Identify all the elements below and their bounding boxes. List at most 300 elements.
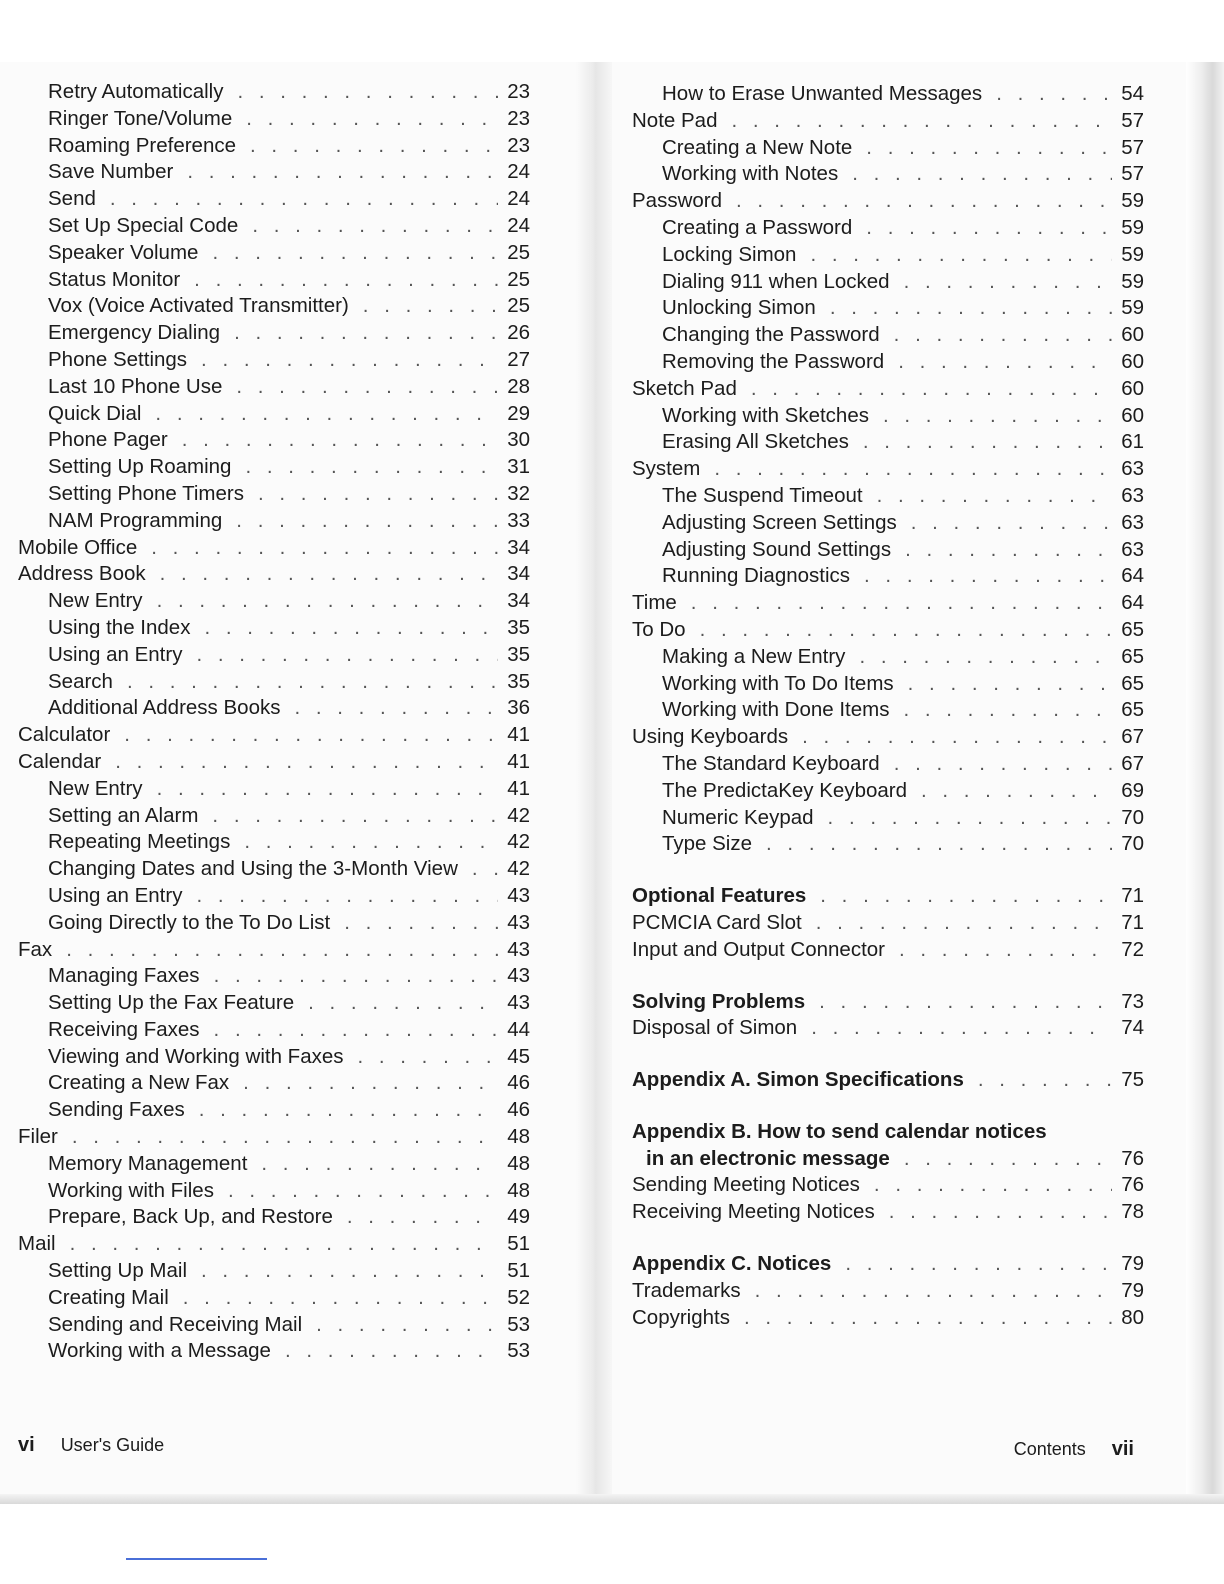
dot-leader bbox=[903, 698, 1112, 722]
toc-entry-title: in an electronic message bbox=[646, 1146, 890, 1170]
toc-entry-title: Fax bbox=[18, 937, 53, 961]
toc-entry-title: Using the Index bbox=[48, 615, 191, 639]
dot-leader bbox=[196, 643, 498, 667]
toc-entry-page: 34 bbox=[507, 562, 530, 586]
toc-entry-memory-management[interactable] bbox=[18, 1152, 530, 1179]
toc-entry-note-pad[interactable] bbox=[632, 109, 1144, 136]
dot-leader bbox=[898, 350, 1112, 374]
toc-entry-title: New Entry bbox=[48, 589, 143, 613]
toc-entry-receiving-faxes[interactable] bbox=[18, 1018, 530, 1045]
toc-entry-title: Using an Entry bbox=[48, 883, 183, 907]
dot-leader bbox=[316, 1313, 498, 1337]
toc-entry-emergency-dialing[interactable] bbox=[18, 321, 530, 348]
toc-entry-page: 72 bbox=[1121, 937, 1144, 961]
dot-leader bbox=[157, 777, 498, 801]
dot-leader bbox=[228, 1179, 498, 1203]
toc-entry-page: 53 bbox=[507, 1312, 530, 1336]
toc-heading-appendix-b[interactable]: Appendix B. How to send calendar notices bbox=[632, 1119, 1047, 1143]
dot-leader bbox=[802, 725, 1112, 749]
toc-entry-speaker-volume[interactable] bbox=[18, 241, 530, 268]
right-page bbox=[632, 82, 1144, 1332]
dot-leader bbox=[889, 1200, 1112, 1224]
dot-leader bbox=[187, 160, 498, 184]
toc-entry-title: Vox (Voice Activated Transmitter) bbox=[48, 294, 349, 318]
toc-entry-title: Optional Features bbox=[632, 884, 807, 908]
dot-leader bbox=[261, 1152, 498, 1176]
toc-entry-title: Locking Simon bbox=[662, 242, 797, 266]
toc-entry-setting-an-alarm[interactable] bbox=[18, 804, 530, 831]
toc-entry-title: Erasing All Sketches bbox=[662, 430, 849, 454]
toc-entry-making-a-new-entry[interactable] bbox=[632, 645, 1144, 672]
toc-entry-page: 64 bbox=[1121, 591, 1144, 615]
toc-entry-title: Type Size bbox=[662, 832, 753, 856]
dot-leader bbox=[285, 1339, 498, 1363]
toc-entry-changing-dates-and-using-the-3-month-view[interactable] bbox=[18, 857, 530, 884]
toc-entry-additional-address-books[interactable] bbox=[18, 696, 530, 723]
toc-entry-setting-up-mail[interactable] bbox=[18, 1259, 530, 1286]
toc-entry-page: 43 bbox=[507, 964, 530, 988]
toc-entry-page: 42 bbox=[507, 830, 530, 854]
toc-entry-title: Memory Management bbox=[48, 1151, 248, 1175]
toc-entry-page: 65 bbox=[1121, 671, 1144, 695]
toc-entry-page: 61 bbox=[1121, 430, 1144, 454]
appendix-c-section bbox=[632, 1252, 1144, 1332]
toc-entry-filer[interactable] bbox=[18, 1125, 530, 1152]
dot-leader bbox=[258, 482, 498, 506]
page-number: vi bbox=[18, 1434, 35, 1456]
toc-entry-title: Managing Faxes bbox=[48, 964, 200, 988]
toc-entry-title: Running Diagnostics bbox=[662, 564, 851, 588]
dot-leader bbox=[811, 1016, 1112, 1040]
dot-leader bbox=[978, 1068, 1112, 1092]
dot-leader bbox=[212, 804, 498, 828]
dot-leader bbox=[124, 723, 498, 747]
toc-entry-title: Calendar bbox=[18, 749, 102, 773]
toc-entry-page: 33 bbox=[507, 508, 530, 532]
dot-leader bbox=[151, 536, 498, 560]
dot-leader bbox=[859, 645, 1112, 669]
dot-leader bbox=[830, 296, 1112, 320]
toc-entry-receiving-meeting-notices[interactable] bbox=[632, 1200, 1144, 1227]
toc-entry-title: Working with Sketches bbox=[662, 403, 869, 427]
toc-entry-retry-automatically[interactable] bbox=[18, 80, 530, 107]
toc-entry-title: Working with Files bbox=[48, 1178, 214, 1202]
toc-entry-repeating-meetings[interactable] bbox=[18, 830, 530, 857]
toc-entry-pcmcia-card-slot[interactable] bbox=[632, 911, 1144, 938]
left-page bbox=[18, 80, 530, 1366]
toc-entry-title: Additional Address Books bbox=[48, 696, 281, 720]
dot-leader bbox=[863, 430, 1112, 454]
toc-entry-setting-up-the-fax-feature[interactable] bbox=[18, 991, 530, 1018]
toc-entry-title: Ringer Tone/Volume bbox=[48, 106, 233, 130]
toc-entry-title: Changing the Password bbox=[662, 323, 880, 347]
toc-entry-title: Trademarks bbox=[632, 1278, 741, 1302]
toc-entry-page: 59 bbox=[1121, 189, 1144, 213]
dot-leader bbox=[755, 1279, 1112, 1303]
toc-entry-page: 78 bbox=[1121, 1200, 1144, 1224]
toc-entry-numeric-keypad[interactable] bbox=[632, 806, 1144, 833]
dot-leader bbox=[212, 241, 498, 265]
dot-leader bbox=[714, 457, 1112, 481]
toc-entry-adjusting-sound-settings[interactable] bbox=[632, 538, 1144, 565]
toc-entry-page: 46 bbox=[507, 1098, 530, 1122]
dot-leader bbox=[816, 911, 1112, 935]
toc-entry-to-do[interactable] bbox=[632, 618, 1144, 645]
toc-entry-removing-the-password[interactable] bbox=[632, 350, 1144, 377]
dot-leader bbox=[472, 857, 498, 881]
toc-entry-save-number[interactable] bbox=[18, 160, 530, 187]
toc-entry-title: Removing the Password bbox=[662, 349, 885, 373]
toc-entry-creating-a-password[interactable] bbox=[632, 216, 1144, 243]
toc-entry-working-with-files[interactable] bbox=[18, 1179, 530, 1206]
toc-entry-page: 43 bbox=[507, 991, 530, 1015]
dot-leader bbox=[236, 375, 498, 399]
dot-leader bbox=[751, 377, 1112, 401]
toc-entry-address-book[interactable] bbox=[18, 562, 530, 589]
toc-entry-page: 27 bbox=[507, 347, 530, 371]
toc-entry-title: The PredictaKey Keyboard bbox=[662, 778, 907, 802]
toc-entry-title: Creating a New Note bbox=[662, 135, 853, 159]
toc-entry-page: 44 bbox=[507, 1017, 530, 1041]
page-edge-shadow bbox=[1186, 62, 1224, 1502]
toc-entry-working-with-a-message[interactable] bbox=[18, 1339, 530, 1366]
toc-entry-phone-settings[interactable] bbox=[18, 348, 530, 375]
toc-entry-title: Dialing 911 when Locked bbox=[662, 269, 890, 293]
toc-entry-new-entry[interactable] bbox=[18, 777, 530, 804]
toc-entry-page: 60 bbox=[1121, 349, 1144, 373]
toc-entry-page: 35 bbox=[507, 669, 530, 693]
toc-entry-title: Note Pad bbox=[632, 108, 718, 132]
toc-entry-title: Password bbox=[632, 189, 723, 213]
dot-leader bbox=[157, 589, 498, 613]
toc-entry-using-the-index[interactable] bbox=[18, 616, 530, 643]
toc-entry-working-with-sketches[interactable] bbox=[632, 404, 1144, 431]
toc-entry-title: Changing Dates and Using the 3-Month View bbox=[48, 857, 458, 881]
dot-leader bbox=[883, 404, 1112, 428]
toc-entry-viewing-and-working-with-faxes[interactable] bbox=[18, 1045, 530, 1072]
toc-entry-using-an-entry[interactable] bbox=[18, 643, 530, 670]
toc-entry-title: Working with Notes bbox=[662, 162, 839, 186]
toc-entry-page: 71 bbox=[1121, 910, 1144, 934]
toc-entry-adjusting-screen-settings[interactable] bbox=[632, 511, 1144, 538]
toc-entry-prepare-back-up-and-restore[interactable] bbox=[18, 1205, 530, 1232]
toc-entry-title: Sending Meeting Notices bbox=[632, 1173, 860, 1197]
toc-entry-appendix-b[interactable] bbox=[632, 1147, 1144, 1174]
dot-leader bbox=[852, 162, 1112, 186]
toc-entry-sending-faxes[interactable] bbox=[18, 1098, 530, 1125]
toc-entry-page: 80 bbox=[1121, 1305, 1144, 1329]
toc-entry-the-suspend-timeout[interactable] bbox=[632, 484, 1144, 511]
toc-entry-title: Receiving Faxes bbox=[48, 1017, 200, 1041]
toc-entry-page: 41 bbox=[507, 723, 530, 747]
dot-leader bbox=[908, 672, 1112, 696]
toc-entry-title: Setting Up Mail bbox=[48, 1259, 188, 1283]
toc-entry-working-with-notes[interactable] bbox=[632, 162, 1144, 189]
toc-entry-page: 23 bbox=[507, 133, 530, 157]
toc-entry-solving-problems[interactable] bbox=[632, 990, 1144, 1017]
toc-entry-time[interactable] bbox=[632, 591, 1144, 618]
toc-entry-title: Unlocking Simon bbox=[662, 296, 816, 320]
toc-entry-page: 52 bbox=[507, 1285, 530, 1309]
toc-entry-title: Appendix A. Simon Specifications bbox=[632, 1068, 964, 1092]
toc-entry-title: Emergency Dialing bbox=[48, 321, 221, 345]
toc-entry-title: Send bbox=[48, 187, 96, 211]
dot-leader bbox=[845, 1252, 1112, 1276]
toc-entry-page: 31 bbox=[507, 455, 530, 479]
toc-entry-disposal-of-simon[interactable] bbox=[632, 1016, 1144, 1043]
dot-leader bbox=[921, 779, 1112, 803]
optional-features-section bbox=[632, 884, 1144, 964]
toc-entry-page: 74 bbox=[1121, 1016, 1144, 1040]
toc-entry-title: Creating a New Fax bbox=[48, 1071, 230, 1095]
dot-leader bbox=[160, 562, 498, 586]
toc-entry-using-an-entry[interactable] bbox=[18, 884, 530, 911]
toc-entry-title: New Entry bbox=[48, 776, 143, 800]
toc-entry-title: Quick Dial bbox=[48, 401, 142, 425]
toc-entry-page: 79 bbox=[1121, 1252, 1144, 1276]
toc-entry-page: 60 bbox=[1121, 323, 1144, 347]
toc-entry-phone-pager[interactable] bbox=[18, 428, 530, 455]
dot-leader bbox=[115, 750, 498, 774]
dot-leader bbox=[250, 134, 498, 158]
toc-entry-using-keyboards[interactable] bbox=[632, 725, 1144, 752]
toc-entry-page: 49 bbox=[507, 1205, 530, 1229]
dot-leader bbox=[308, 991, 498, 1015]
toc-entry-quick-dial[interactable] bbox=[18, 402, 530, 429]
footer-label: User's Guide bbox=[60, 1435, 165, 1455]
toc-entry-send[interactable] bbox=[18, 187, 530, 214]
dot-leader bbox=[736, 189, 1112, 213]
toc-entry-roaming-preference[interactable] bbox=[18, 134, 530, 161]
toc-entry-page: 32 bbox=[507, 481, 530, 505]
toc-entry-page: 48 bbox=[507, 1178, 530, 1202]
toc-entry-page: 59 bbox=[1121, 242, 1144, 266]
toc-entry-page: 51 bbox=[507, 1259, 530, 1283]
toc-entry-page: 35 bbox=[507, 642, 530, 666]
toc-entry-title: The Standard Keyboard bbox=[662, 751, 880, 775]
toc-entry-erasing-all-sketches[interactable] bbox=[632, 430, 1144, 457]
toc-entry-page: 76 bbox=[1121, 1146, 1144, 1170]
dot-leader bbox=[70, 1232, 498, 1256]
dot-leader bbox=[214, 964, 498, 988]
toc-entry-page: 67 bbox=[1121, 725, 1144, 749]
toc-entry-page: 67 bbox=[1121, 751, 1144, 775]
toc-entry-page: 76 bbox=[1121, 1173, 1144, 1197]
toc-entry-password[interactable] bbox=[632, 189, 1144, 216]
dot-leader bbox=[877, 484, 1112, 508]
toc-entry-mail[interactable] bbox=[18, 1232, 530, 1259]
toc-entry-unlocking-simon[interactable] bbox=[632, 296, 1144, 323]
toc-entry-creating-a-new-fax[interactable] bbox=[18, 1071, 530, 1098]
toc-entry-input-and-output-connector[interactable] bbox=[632, 938, 1144, 965]
dot-leader bbox=[72, 1125, 498, 1149]
toc-entry-page: 41 bbox=[507, 776, 530, 800]
toc-entry-managing-faxes[interactable] bbox=[18, 964, 530, 991]
toc-entry-optional-features[interactable] bbox=[632, 884, 1144, 911]
toc-entry-page: 24 bbox=[507, 187, 530, 211]
toc-entry-vox-voice-activated-transmitter[interactable] bbox=[18, 294, 530, 321]
toc-entry-page: 57 bbox=[1121, 162, 1144, 186]
dot-leader bbox=[691, 591, 1112, 615]
toc-entry-page: 69 bbox=[1121, 778, 1144, 802]
toc-entry-title: Numeric Keypad bbox=[662, 805, 814, 829]
toc-entry-page: 30 bbox=[507, 428, 530, 452]
dot-leader bbox=[214, 1018, 498, 1042]
toc-entry-changing-the-password[interactable] bbox=[632, 323, 1144, 350]
dot-leader bbox=[904, 270, 1112, 294]
dot-leader bbox=[864, 564, 1112, 588]
toc-entry-page: 23 bbox=[507, 106, 530, 130]
toc-entry-copyrights[interactable] bbox=[632, 1306, 1144, 1333]
toc-entry-the-standard-keyboard[interactable] bbox=[632, 752, 1144, 779]
toc-entry-title: Working with Done Items bbox=[662, 698, 890, 722]
dot-leader bbox=[866, 136, 1112, 160]
dot-leader bbox=[66, 938, 498, 962]
toc-entry-page: 45 bbox=[507, 1044, 530, 1068]
appendix-b-section bbox=[632, 1120, 1144, 1227]
toc-entry-calculator[interactable] bbox=[18, 723, 530, 750]
toc-entry-page: 46 bbox=[507, 1071, 530, 1095]
toc-entry-page: 34 bbox=[507, 535, 530, 559]
solving-problems-section bbox=[632, 990, 1144, 1044]
toc-entry-title: Mail bbox=[18, 1232, 56, 1256]
toc-entry-fax[interactable] bbox=[18, 938, 530, 965]
dot-leader bbox=[201, 1259, 498, 1283]
toc-entry-title: PCMCIA Card Slot bbox=[632, 910, 802, 934]
book-gutter bbox=[576, 62, 612, 1502]
toc-entry-working-with-to-do-items[interactable] bbox=[632, 672, 1144, 699]
toc-entry-page: 59 bbox=[1121, 215, 1144, 239]
toc-entry-title: Sending Faxes bbox=[48, 1098, 185, 1122]
toc-entry-title: Working with a Message bbox=[48, 1339, 271, 1363]
toc-entry-sending-and-receiving-mail[interactable] bbox=[18, 1313, 530, 1340]
toc-entry-status-monitor[interactable] bbox=[18, 268, 530, 295]
toc-entry-page: 63 bbox=[1121, 537, 1144, 561]
toc-entry-sketch-pad[interactable] bbox=[632, 377, 1144, 404]
toc-entry-title: Using Keyboards bbox=[632, 725, 789, 749]
toc-entry-title: Phone Pager bbox=[48, 428, 168, 452]
toc-entry-title: Set Up Special Code bbox=[48, 213, 239, 237]
toc-entry-going-directly-to-the-to-do-list[interactable] bbox=[18, 911, 530, 938]
toc-entry-title: Creating a Password bbox=[662, 215, 853, 239]
toc-entry-last-10-phone-use[interactable] bbox=[18, 375, 530, 402]
toc-entry-calendar[interactable] bbox=[18, 750, 530, 777]
toc-entry-page: 63 bbox=[1121, 510, 1144, 534]
toc-entry-page: 43 bbox=[507, 883, 530, 907]
toc-entry-nam-programming[interactable] bbox=[18, 509, 530, 536]
toc-entry-title: Using an Entry bbox=[48, 642, 183, 666]
dot-leader bbox=[201, 348, 498, 372]
toc-entry-title: Setting an Alarm bbox=[48, 803, 199, 827]
toc-entry-set-up-special-code[interactable] bbox=[18, 214, 530, 241]
toc-entry-system[interactable] bbox=[632, 457, 1144, 484]
toc-entry-page: 51 bbox=[507, 1232, 530, 1256]
dot-leader bbox=[234, 321, 498, 345]
dot-leader bbox=[996, 82, 1112, 106]
toc-entry-page: 60 bbox=[1121, 376, 1144, 400]
toc-entry-title: Search bbox=[48, 669, 113, 693]
dot-leader bbox=[236, 509, 498, 533]
appendix-a-section bbox=[632, 1068, 1144, 1095]
toc-entry-page: 25 bbox=[507, 267, 530, 291]
dot-leader bbox=[245, 455, 498, 479]
toc-entry-setting-up-roaming[interactable] bbox=[18, 455, 530, 482]
toc-entry-title: Setting Up Roaming bbox=[48, 455, 232, 479]
dot-leader bbox=[363, 294, 498, 318]
toc-entry-how-to-erase-unwanted-messages[interactable] bbox=[632, 82, 1144, 109]
dot-leader bbox=[866, 216, 1112, 240]
toc-entry-dialing-911-when-locked[interactable] bbox=[632, 270, 1144, 297]
toc-entry-page: 60 bbox=[1121, 403, 1144, 427]
toc-entry-title: Adjusting Screen Settings bbox=[662, 510, 897, 534]
toc-entry-title: Adjusting Sound Settings bbox=[662, 537, 892, 561]
toc-entry-title: To Do bbox=[632, 617, 686, 641]
toc-entry-mobile-office[interactable] bbox=[18, 536, 530, 563]
toc-entry-the-predictakey-keyboard[interactable] bbox=[632, 779, 1144, 806]
toc-entry-type-size[interactable] bbox=[632, 832, 1144, 859]
toc-entry-trademarks[interactable] bbox=[632, 1279, 1144, 1306]
toc-entry-search[interactable] bbox=[18, 670, 530, 697]
toc-entry-title: Solving Problems bbox=[632, 989, 806, 1013]
toc-entry-page: 64 bbox=[1121, 564, 1144, 588]
toc-entry-title: Time bbox=[632, 591, 677, 615]
toc-entry-appendix-c[interactable] bbox=[632, 1252, 1144, 1279]
toc-entry-page: 59 bbox=[1121, 296, 1144, 320]
toc-entry-ringer-tone-volume[interactable] bbox=[18, 107, 530, 134]
toc-entry-new-entry[interactable] bbox=[18, 589, 530, 616]
toc-entry-title: Receiving Meeting Notices bbox=[632, 1200, 875, 1224]
toc-entry-title: Address Book bbox=[18, 562, 146, 586]
toc-entry-working-with-done-items[interactable] bbox=[632, 698, 1144, 725]
dot-leader bbox=[243, 1071, 498, 1095]
toc-entry-page: 65 bbox=[1121, 617, 1144, 641]
dot-leader bbox=[204, 616, 498, 640]
toc-entry-page: 42 bbox=[507, 857, 530, 881]
dot-leader bbox=[810, 243, 1112, 267]
dot-leader bbox=[183, 1286, 498, 1310]
toc-entry-title: Setting Phone Timers bbox=[48, 481, 244, 505]
dot-leader bbox=[820, 884, 1112, 908]
selection-underline bbox=[126, 1558, 267, 1560]
toc-entry-page: 57 bbox=[1121, 135, 1144, 159]
toc-entry-locking-simon[interactable] bbox=[632, 243, 1144, 270]
toc-entry-page: 71 bbox=[1121, 884, 1144, 908]
toc-entry-running-diagnostics[interactable] bbox=[632, 564, 1144, 591]
toc-entry-title: Sending and Receiving Mail bbox=[48, 1312, 303, 1336]
dot-leader bbox=[899, 938, 1112, 962]
toc-entry-title: Working with To Do Items bbox=[662, 671, 894, 695]
right-page-footer bbox=[1014, 1438, 1134, 1461]
toc-entry-appendix-a[interactable] bbox=[632, 1068, 1144, 1095]
toc-entry-title: How to Erase Unwanted Messages bbox=[662, 82, 983, 105]
toc-entry-page: 70 bbox=[1121, 805, 1144, 829]
toc-entry-sending-meeting-notices[interactable] bbox=[632, 1173, 1144, 1200]
toc-entry-title: Input and Output Connector bbox=[632, 937, 886, 961]
dot-leader bbox=[244, 830, 498, 854]
toc-entry-title: Phone Settings bbox=[48, 347, 188, 371]
toc-entry-title: Status Monitor bbox=[48, 267, 181, 291]
dot-leader bbox=[731, 109, 1112, 133]
toc-entry-creating-mail[interactable] bbox=[18, 1286, 530, 1313]
dot-leader bbox=[358, 1045, 499, 1069]
toc-entry-page: 48 bbox=[507, 1151, 530, 1175]
toc-entry-creating-a-new-note[interactable] bbox=[632, 136, 1144, 163]
toc-entry-title: Making a New Entry bbox=[662, 644, 846, 668]
toc-entry-setting-phone-timers[interactable] bbox=[18, 482, 530, 509]
toc-entry-page: 42 bbox=[507, 803, 530, 827]
dot-leader bbox=[344, 911, 498, 935]
toc-entry-title: Appendix C. Notices bbox=[632, 1252, 832, 1276]
